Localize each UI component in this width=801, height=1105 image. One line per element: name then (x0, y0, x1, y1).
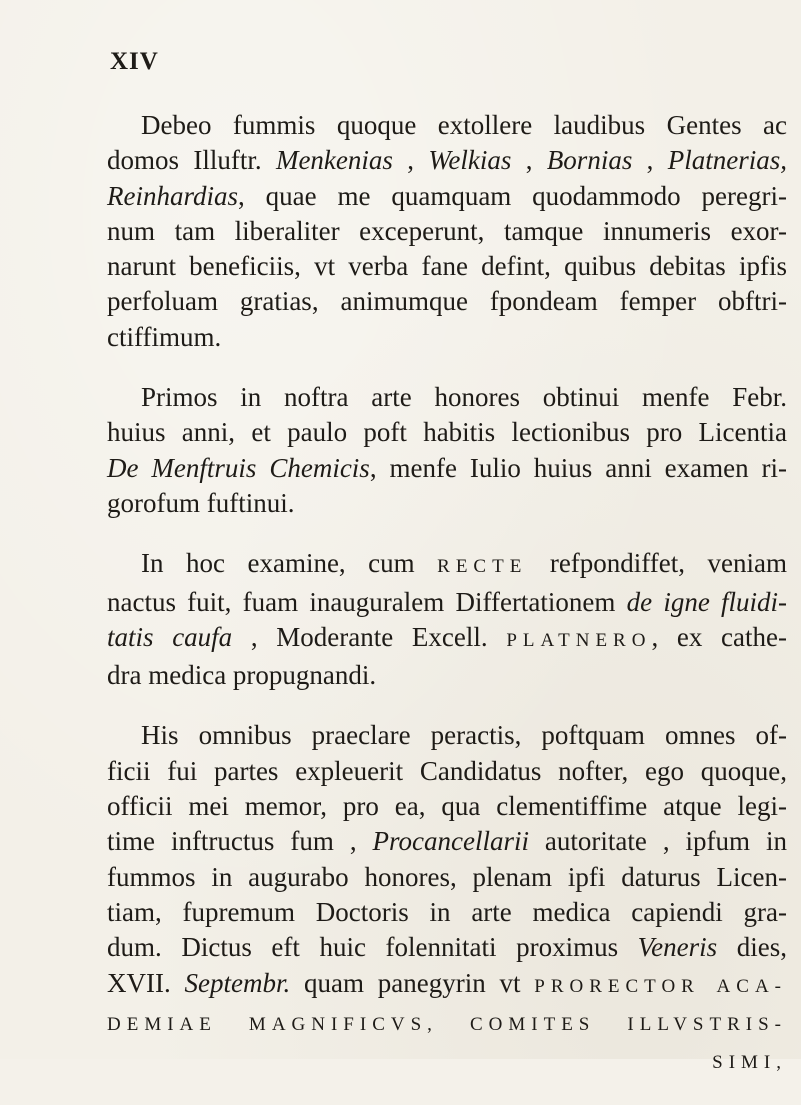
text-line (107, 380, 787, 415)
text-line (107, 966, 787, 1004)
italic-run: Reinhardias (107, 180, 238, 211)
italic-run: Veneris (637, 932, 718, 963)
text-line (107, 179, 787, 214)
text-run: His omnibus praeclare peractis, poftquam omnes of- (141, 720, 787, 751)
text-line (107, 930, 787, 965)
text-run: ficii fui partes expleuerit Candidatus nofter, ego quoque, (107, 755, 787, 786)
text-run: autoritate , ipfum in (528, 826, 787, 857)
paragraph (107, 546, 787, 693)
spaced-caps-run: SIMI, (712, 1052, 787, 1074)
text-line (107, 585, 787, 620)
text-run: , ex cathe- (651, 621, 787, 652)
text-run: nactus fuit, fuam inauguralem Differtationem (107, 586, 627, 617)
text-run: ctiffimum. (107, 321, 222, 352)
italic-run: Welkias (428, 145, 512, 176)
text-line (107, 1004, 787, 1042)
text-run: huius anni, et paulo poft habitis lectionibus pro Licentia (107, 417, 787, 448)
text-run: , (632, 145, 668, 176)
text-run: officii mei memor, pro ea, qua clementiffime atque legi- (107, 791, 787, 822)
text-line (107, 249, 787, 284)
text-line (107, 108, 787, 143)
text-line (107, 718, 787, 753)
text-run: Primos in noftra arte honores obtinui menfe Febr. (141, 382, 787, 413)
text-line (107, 143, 787, 178)
page-number: XIV (110, 48, 159, 75)
body-text (107, 108, 787, 1105)
text-run: narunt beneficiis, vt verba fane defint, quibus debitas ipfis (107, 251, 787, 282)
text-run: XVII. (107, 967, 185, 998)
text-line (107, 824, 787, 859)
text-line (107, 754, 787, 789)
italic-run: De Menftruis Chemicis (107, 452, 370, 483)
text-line (107, 451, 787, 486)
paragraph (107, 380, 787, 521)
spaced-caps-run: DEMIAE MAGNIFICVS, COMITES ILLVSTRIS- (107, 1013, 787, 1035)
italic-run: tatis caufa (107, 621, 233, 652)
text-run: Debeo fummis quoque extollere laudibus Gentes ac (141, 110, 787, 140)
italic-run: Procancellarii (372, 826, 529, 857)
spaced-caps-run: PLATNERO (506, 629, 652, 651)
text-line (107, 415, 787, 450)
italic-run: Bornias (546, 145, 633, 176)
text-run: refpondiffet, veniam (527, 548, 787, 579)
text-run: , (511, 145, 547, 176)
text-run: , menfe Iulio huius anni examen ri- (369, 452, 787, 483)
italic-run: de igne fluidi- (626, 586, 788, 617)
text-run: dies, (717, 932, 787, 963)
text-line (107, 620, 787, 658)
text-line (107, 546, 787, 584)
text-run: num tam liberaliter exceperunt, tamque innumeris exor- (107, 215, 787, 246)
text-line (107, 214, 787, 249)
text-run: gorofum fuftinui. (107, 487, 295, 518)
spaced-caps-run: RECTE (437, 556, 528, 578)
text-run: , Moderante Excell. (232, 621, 507, 652)
text-line (107, 320, 787, 355)
text-run: dra medica propugnandi. (107, 660, 377, 691)
text-run: quam panegyrin vt (290, 967, 535, 998)
text-line (107, 1042, 787, 1080)
text-line (107, 284, 787, 319)
text-run: , (392, 145, 429, 176)
italic-run: Platnerias, (667, 145, 788, 176)
paragraph (107, 108, 787, 355)
text-line (107, 486, 787, 521)
text-line (107, 895, 787, 930)
italic-run: Menkenias (275, 145, 393, 176)
text-line (107, 789, 787, 824)
text-run: dum. Dictus eft huic folennitati proximus (107, 932, 638, 963)
text-run: , quae me quamquam quodammodo peregri- (238, 180, 787, 211)
text-run: time inftructus fum , (107, 826, 373, 857)
text-run: domos Illuftr. (107, 145, 276, 176)
text-run: perfoluam gratias, animumque fpondeam femper obftri- (107, 286, 787, 317)
text-run: In hoc examine, cum (141, 548, 438, 579)
text-line (107, 860, 787, 895)
text-line (107, 658, 787, 693)
spaced-caps-run: PRORECTOR ACA- (534, 975, 787, 997)
text-run: tiam, fupremum Doctoris in arte medica capiendi gra- (107, 896, 787, 927)
italic-run: Septembr. (184, 967, 291, 998)
text-run: fummos in augurabo honores, plenam ipfi daturus Licen- (107, 861, 787, 892)
paragraph (107, 718, 787, 1080)
